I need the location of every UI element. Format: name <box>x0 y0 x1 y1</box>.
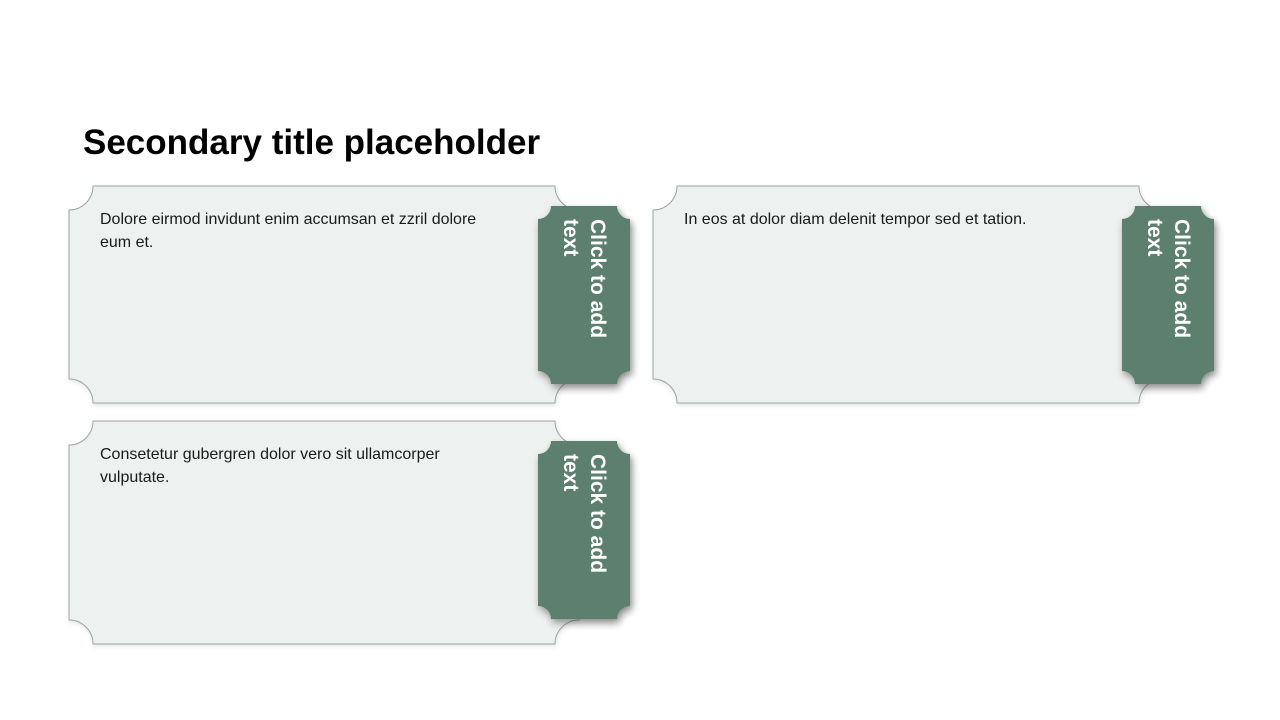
ticket-card-3 <box>69 421 609 644</box>
badge-label: Click to add text <box>559 454 609 574</box>
ticket-card-2 <box>653 186 1193 403</box>
text-placeholder-badge[interactable] <box>538 441 630 619</box>
card-text: Consetetur gubergren dolor vero sit ullamcorper vulputate. <box>100 446 440 486</box>
badge-label: Click to add text <box>559 219 609 339</box>
card-text: Dolore eirmod invidunt enim accumsan et zzril dolore eum et. <box>100 211 477 251</box>
card-text: In eos at dolor diam delenit tempor sed et tation. <box>684 211 1027 228</box>
ticket-card-1 <box>69 186 609 403</box>
badge-label: Click to add text <box>1143 219 1193 339</box>
text-placeholder-badge[interactable] <box>538 206 630 384</box>
page-title: Secondary title placeholder <box>83 123 541 162</box>
text-placeholder-badge[interactable] <box>1122 206 1214 384</box>
